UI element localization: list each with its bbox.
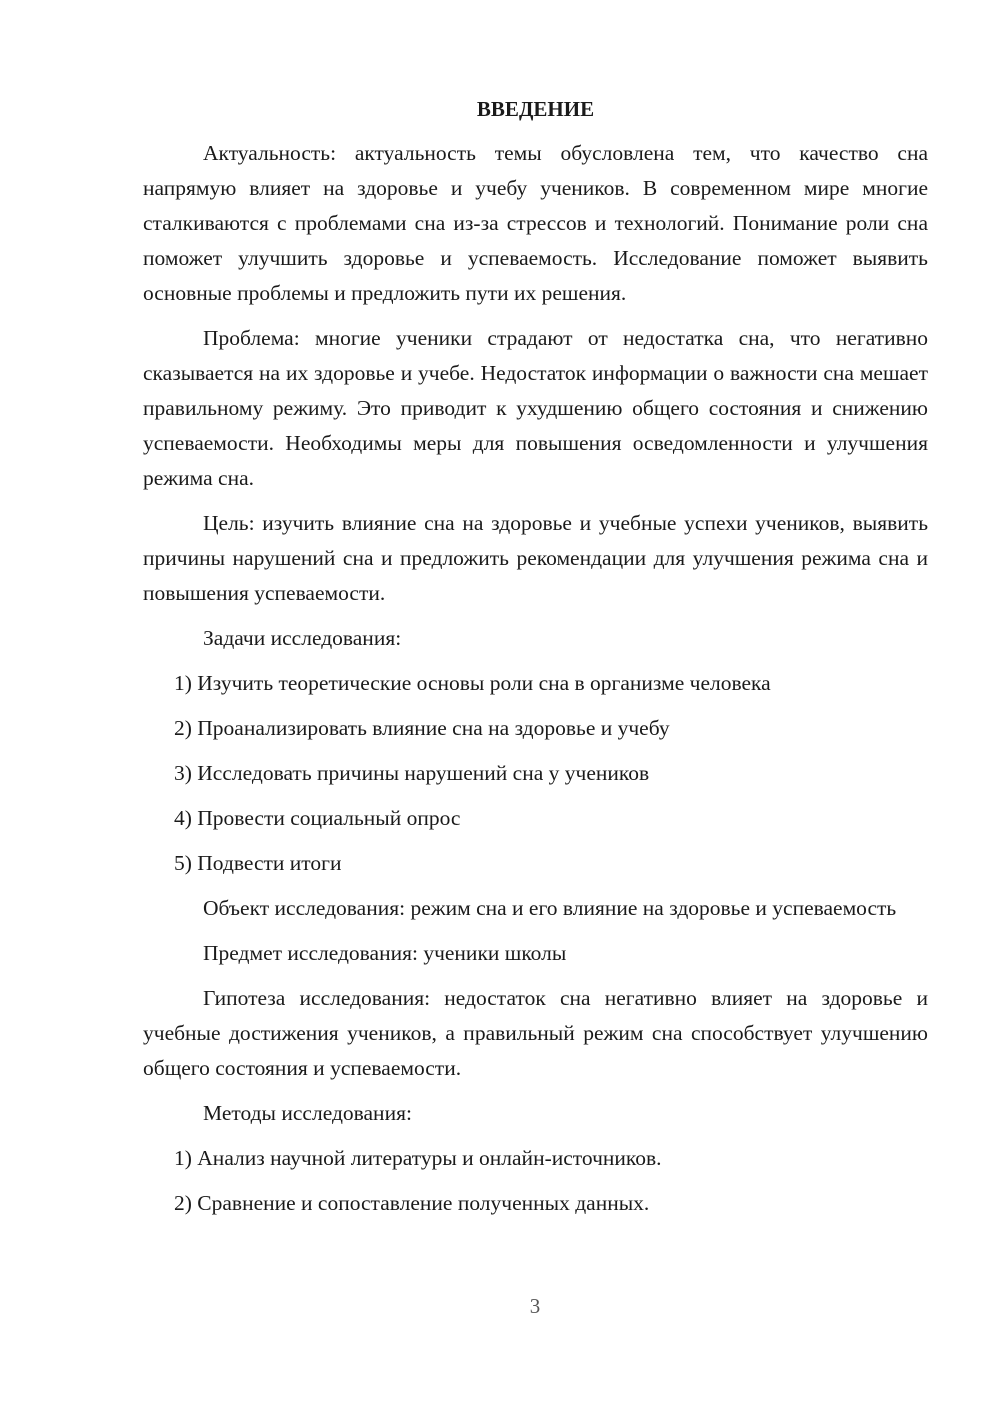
problem-paragraph: Проблема: многие ученики страдают от недостатка сна, что негативно сказывается на их здоровье и учебе. Недостаток информации о важности сна мешает правильному режиму. Это приводит к ухудшению общего состояния и снижению успеваемости. Необходимы меры для повышения осведомленности и улучшения режима сна.: [143, 326, 928, 490]
relevance-paragraph: Актуальность: актуальность темы обусловлена тем, что качество сна напрямую влияет на здоровье и учебу учеников. В современном мире многие сталкиваются с проблемами сна из-за стрессов и технологий. Понимание роли сна поможет улучшить здоровье и успеваемость. Исследование поможет выявить основные проблемы и предложить пути их решения.: [143, 141, 928, 305]
tasks-list: [143, 666, 928, 881]
page-number: 3: [529, 1294, 541, 1318]
subject-paragraph: Предмет исследования: ученики школы: [203, 941, 567, 965]
hypothesis-paragraph: Гипотеза исследования: недостаток сна негативно влияет на здоровье и учебные достижения учеников, а правильный режим сна способствует улучшению общего состояния и успеваемости.: [143, 986, 928, 1080]
list-item: 1) Изучить теоретические основы роли сна в организме человека: [174, 671, 771, 695]
list-item: 2) Сравнение и сопоставление полученных данных.: [174, 1191, 650, 1215]
list-item: 5) Подвести итоги: [174, 851, 342, 875]
list-item: 3) Исследовать причины нарушений сна у учеников: [174, 761, 650, 785]
list-item: 4) Провести социальный опрос: [174, 806, 461, 830]
list-item: 2) Проанализировать влияние сна на здоровье и учебу: [174, 716, 670, 740]
methods-list: [143, 1141, 928, 1221]
object-paragraph: Объект исследования: режим сна и его влияние на здоровье и успеваемость: [203, 896, 897, 920]
list-item: 1) Анализ научной литературы и онлайн-источников.: [174, 1146, 662, 1170]
tasks-heading: Задачи исследования:: [203, 626, 402, 650]
methods-heading: Методы исследования:: [203, 1101, 412, 1125]
section-title: ВВЕДЕНИЕ: [476, 97, 595, 121]
document-page: [143, 92, 928, 1231]
goal-paragraph: Цель: изучить влияние сна на здоровье и учебные успехи учеников, выявить причины нарушений сна и предложить рекомендации для улучшения режима сна и повышения успеваемости.: [143, 511, 928, 605]
